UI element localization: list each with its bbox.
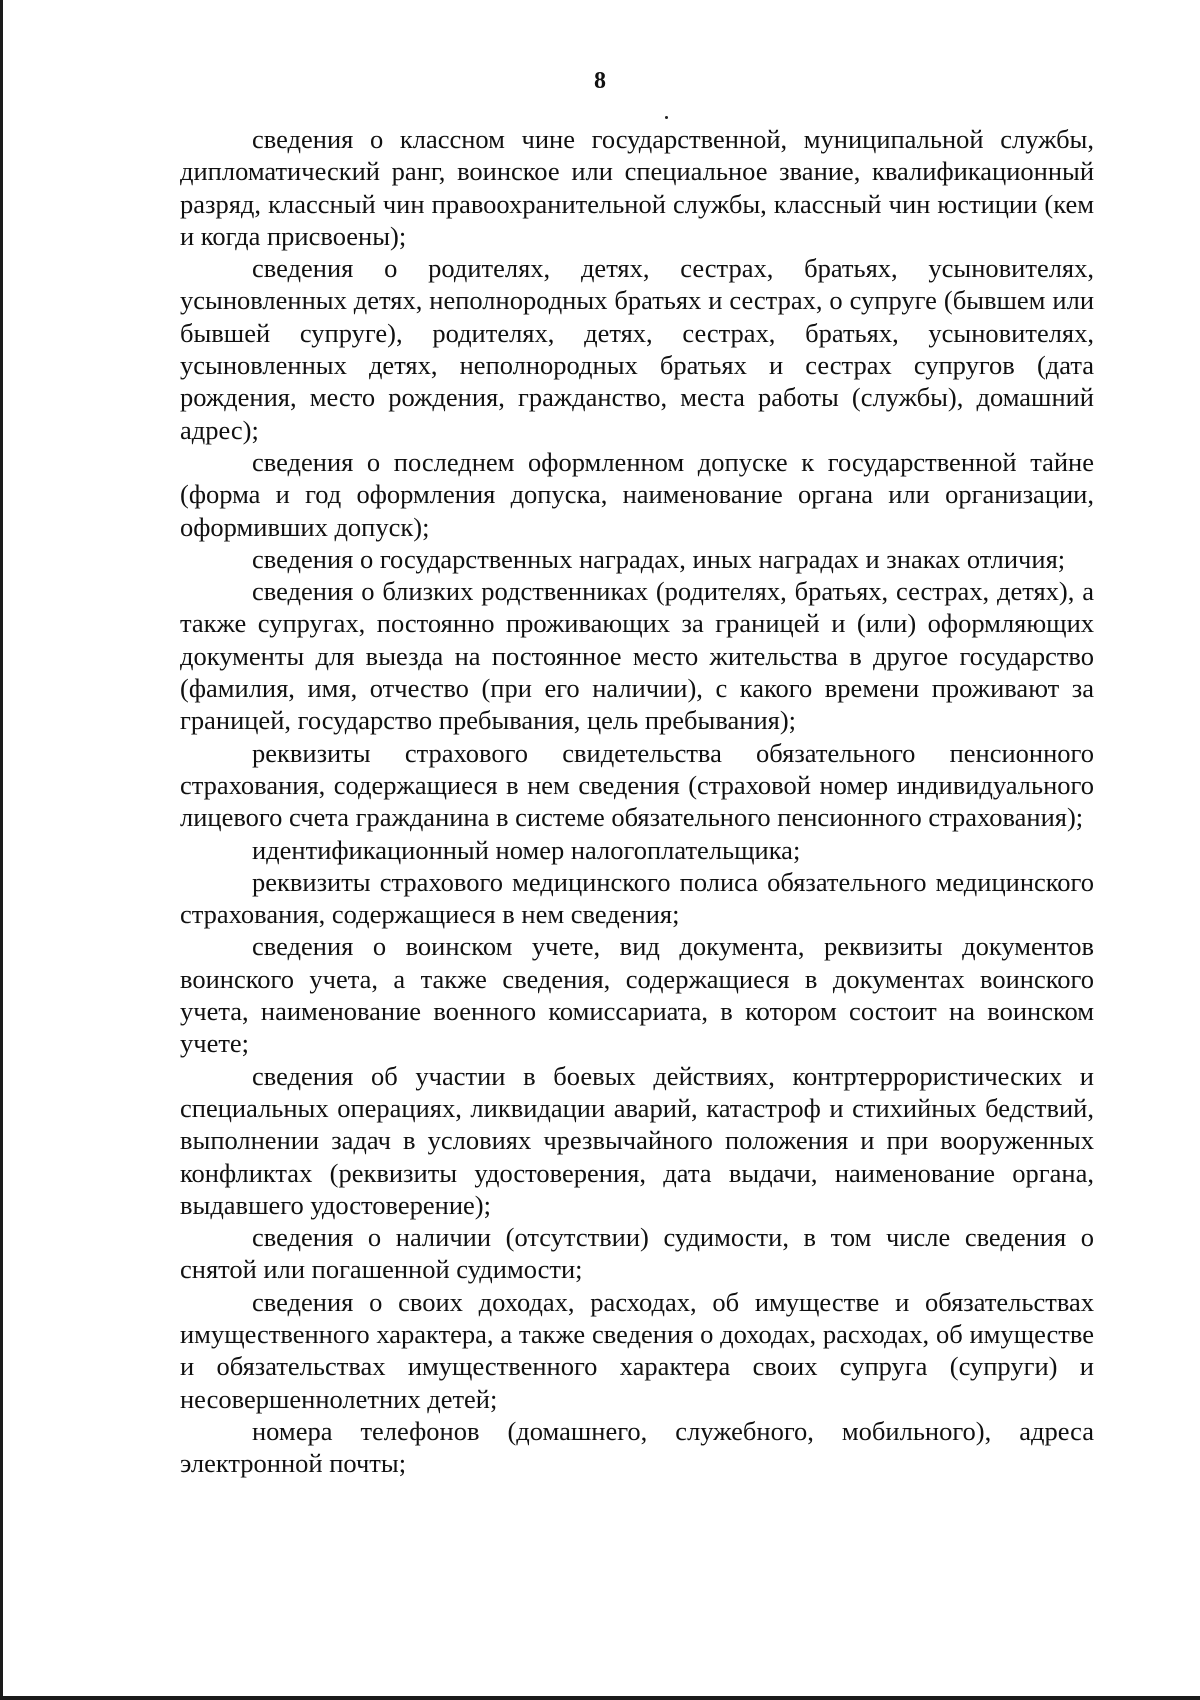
paragraph-relatives-abroad: сведения о близких родственниках (родителях, братьях, сестрах, детях), а также супругах, постоянно проживающих за границей и (или) оформляющих документы для выезда на постоянное место жительства в другое государство (фамилия, имя, отчество (при его наличии), с какого времени проживают за границей, государство пребывания, цель пребывания); — [180, 576, 1094, 736]
paragraph-criminal-record: сведения о наличии (отсутствии) судимости, в том числе сведения о снятой или погашенной судимости; — [180, 1222, 1094, 1285]
paragraph-class-rank: сведения о классном чине государственной, муниципальной службы, дипломатический ранг, воинское или специальное звание, квалификационный разряд, классный чин правоохранительной службы, классный чин юстиции (кем и когда присвоены); — [180, 124, 1094, 251]
scan-speck — [665, 116, 668, 119]
paragraph-income-property: сведения о своих доходах, расходах, об имуществе и обязательствах имущественного характера, а также сведения о доходах, расходах, об имуществе и обязательствах имущественного характера своих супруга (супруги) и несовершеннолетних детей; — [180, 1286, 1094, 1414]
paragraph-state-awards: сведения о государственных наградах, иных наградах и знаках отличия; — [252, 543, 1066, 574]
document-body — [180, 123, 1094, 1479]
paragraph-state-secret-clearance: сведения о последнем оформленном допуске к государственной тайне (форма и год оформления допуска, наименование органа или организации, оформивших допуск); — [180, 446, 1094, 542]
paragraph-medical-insurance: реквизиты страхового медицинского полиса обязательного медицинского страхования, содержащиеся в нем сведения; — [180, 866, 1094, 930]
paragraph-relatives: сведения о родителях, детях, сестрах, братьях, усыновителях, усыновленных детях, неполнородных братьях и сестрах, о супруге (бывшем или бывшей супруге), родителях, детях, сестрах, братьях, усыновителях, усыновленных детях, неполнородных братьях и сестрах супругов (дата рождения, место рождения, гражданство, места работы (службы), домашний адрес); — [180, 253, 1094, 445]
scan-border-left — [0, 0, 3, 1700]
paragraph-pension-insurance: реквизиты страхового свидетельства обязательного пенсионного страхования, содержащиеся в нем сведения (страховой номер индивидуального лицевого счета гражданина в системе обязательного пенсионного страхования); — [180, 737, 1094, 833]
paragraph-taxpayer-id: идентификационный номер налогоплательщика; — [252, 834, 801, 865]
scan-border-bottom — [0, 1696, 1200, 1700]
page-number: 8 — [594, 68, 606, 94]
paragraph-contacts: номера телефонов (домашнего, служебного, мобильного), адреса электронной почты; — [180, 1415, 1094, 1479]
paragraph-combat-participation: сведения об участии в боевых действиях, контртеррористических и специальных операциях, ликвидации аварий, катастроф и стихийных бедствий, выполнении задач в условиях чрезвычайного положения и при вооруженных конфликтах (реквизиты удостоверения, дата выдачи, наименование органа, выдавшего удостоверение); — [180, 1060, 1094, 1220]
paragraph-military-registration: сведения о воинском учете, вид документа, реквизиты документов воинского учета, а также сведения, содержащиеся в документах воинского учета, наименование военного комиссариата, в котором состоит на воинском учете; — [180, 931, 1094, 1059]
